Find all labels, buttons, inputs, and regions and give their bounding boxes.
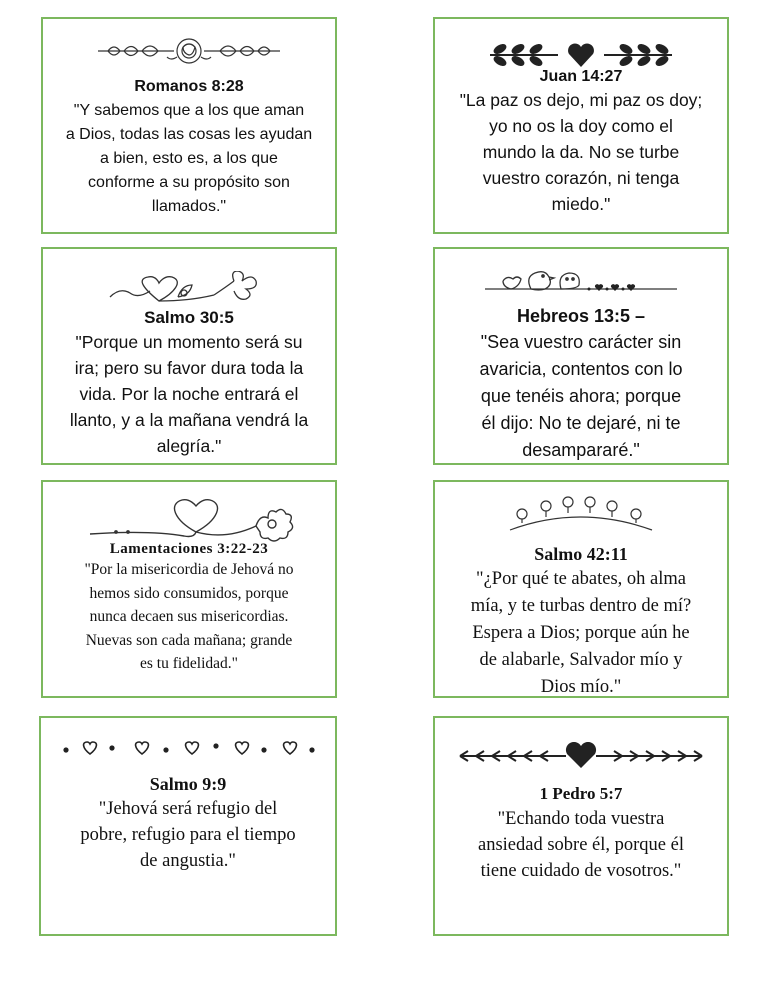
verse-card-salmo-9 xyxy=(39,716,337,936)
dotted-hearts-border-icon xyxy=(58,738,318,758)
heart-butterfly-doodle-icon xyxy=(104,271,274,305)
verse-card-salmo-42 xyxy=(433,480,729,698)
verse-text: "Y sabemos que a los que aman a Dios, todas las cosas les ayudan a bien, esto es, a los que conforme a su propósito son llamados." xyxy=(65,102,313,215)
birds-on-line-icon xyxy=(481,263,681,297)
verse-text: "Porque un momento será su ira; pero su favor dura toda la vida. Por la noche entrará el llanto, y a la mañana vendrá la alegría." xyxy=(69,332,309,456)
verse-card-hebreos xyxy=(433,247,729,465)
verse-reference: Juan 14:27 xyxy=(539,68,623,85)
floral-leaf-divider-icon xyxy=(94,33,284,69)
verse-reference: Salmo 30:5 xyxy=(144,308,234,327)
verse-reference: Salmo 42:11 xyxy=(534,544,628,564)
verse-reference: 1 Pedro 5:7 xyxy=(539,784,623,803)
verse-card-lamentaciones xyxy=(41,480,337,698)
verse-reference: Lamentaciones 3:22-23 xyxy=(109,541,269,557)
verse-card-juan xyxy=(433,17,729,234)
verse-card-1-pedro xyxy=(433,716,729,936)
verse-text: "Sea vuestro carácter sin avaricia, contentos con lo que tenéis ahora; porque él dijo: No te dejaré, ni te desampararé." xyxy=(479,332,683,460)
verse-text: "Echando toda vuestra ansiedad sobre él, porque él tiene cuidado de vosotros." xyxy=(478,809,684,881)
light-bulb-garland-icon xyxy=(506,492,656,534)
verse-text: "La paz os dejo, mi paz os doy; yo no os la doy como el mundo la da. No se turbe vuestro corazón, ni tenga miedo." xyxy=(459,90,703,214)
verse-text: "Jehová será refugio del pobre, refugio para el tiempo de angustia." xyxy=(80,799,296,871)
verse-reference: Romanos 8:28 xyxy=(134,78,244,95)
verse-text: "Por la misericordia de Jehová no hemos sido consumidos, porque nunca decaen sus misericordias. Nuevas son cada mañana; grande es tu fidelidad." xyxy=(84,561,294,672)
arrow-heart-divider-icon xyxy=(456,742,706,768)
verse-card-romanos xyxy=(41,17,337,234)
verse-text: "¿Por qué te abates, oh alma mía, y te turbas dentro de mí? Espera a Dios; porque aún he de alabarle, Salvador mío y Dios mío." xyxy=(470,569,692,697)
verse-reference: Salmo 9:9 xyxy=(149,774,227,794)
heart-flower-swirl-icon xyxy=(84,494,294,544)
verse-reference: Hebreos 13:5 – xyxy=(516,306,646,326)
verse-card-salmo-30 xyxy=(41,247,337,465)
heart-laurel-divider-icon xyxy=(486,41,676,69)
